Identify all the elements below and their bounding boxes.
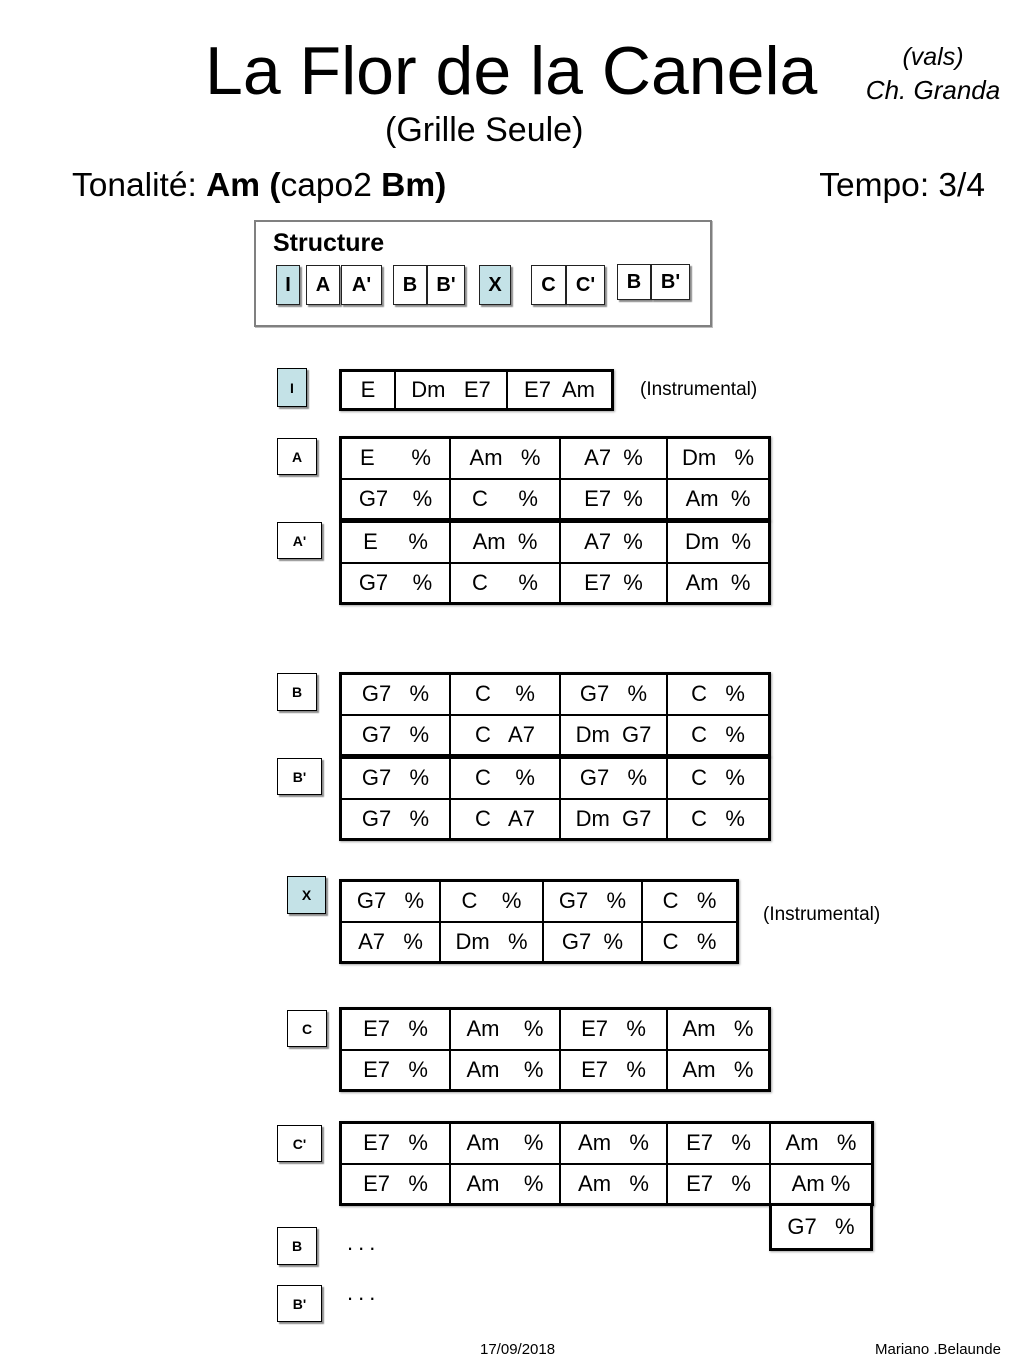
chord-cell: E7 % [342,1051,449,1090]
structure-item-b: B [393,265,427,305]
chord-cell: Am % [451,1010,559,1049]
chord-cell: Am % [451,1165,559,1204]
chord-cell: G7 % [342,800,449,839]
section-label-c: C [287,1010,327,1047]
b-prime-repeat-ellipsis: ... [347,1280,381,1305]
chord-cell: C % [643,923,736,962]
chord-cell: E7 % [561,480,666,519]
structure-item-a: A [306,265,340,305]
chord-grid-c [339,1007,771,1092]
chord-grid-c-prime-extra [769,1203,873,1251]
structure-item-b-repeat: B [617,264,651,300]
section-label-b-prime: B' [277,758,322,795]
chord-cell: Am % [668,480,768,519]
chord-cell: C % [451,759,559,798]
intro-note: (Instrumental) [640,379,758,400]
key-label: Tonalité: [72,167,207,204]
structure-item-c-prime: C' [566,265,605,305]
chord-cell: Dm % [668,439,768,478]
chord-grid-x [339,879,739,964]
chord-grid-a-prime [339,520,771,605]
chord-grid-intro [339,369,614,411]
chord-cell: C % [451,675,559,714]
chord-cell: Am % [668,564,768,603]
chord-cell: C % [643,882,736,921]
structure-item-a-prime: A' [341,265,382,305]
chord-grid-b [339,672,771,757]
section-label-b-repeat: B [277,1227,317,1265]
chord-cell: E [342,372,394,408]
x-note: (Instrumental) [763,904,881,925]
section-label-a: A [277,438,317,475]
chord-cell: Am % [451,523,559,562]
chord-cell: C A7 [451,800,559,839]
chord-cell: A7 % [561,439,666,478]
chord-cell: Dm E7 [396,372,506,408]
chord-cell: C % [668,675,768,714]
chord-cell: C A7 [451,716,559,755]
chord-grid-b-prime [339,756,771,841]
section-label-x: X [287,876,326,914]
chord-cell: G7 % [342,716,449,755]
chord-cell: E7 % [342,1165,449,1204]
structure-box [254,220,712,327]
chord-cell: Am % [451,1051,559,1090]
structure-item-b-prime: B' [427,265,465,305]
section-label-intro: I [277,368,307,407]
footer-author: Mariano .Belaunde [875,1341,1001,1358]
chord-cell: Dm G7 [561,800,666,839]
structure-item-c: C [531,265,566,305]
chord-cell: E7 % [668,1165,769,1204]
structure-item-b-prime-repeat: B' [651,264,690,300]
chord-grid-a [339,436,771,521]
chord-cell: E7 % [561,564,666,603]
chord-cell: A7 % [561,523,666,562]
chord-cell: G7 % [561,675,666,714]
chord-cell: Am % [771,1124,871,1163]
chord-cell: E7 % [342,1124,449,1163]
chord-cell: E7 % [668,1124,769,1163]
chord-cell: Am % [771,1165,871,1204]
chord-cell: E % [342,439,449,478]
chord-cell: E7 % [342,1010,449,1049]
chord-cell: G7 % [342,675,449,714]
song-composer: Ch. Granda [865,75,1001,105]
structure-item-intro: I [276,265,300,305]
capo-label: capo2 [280,167,382,204]
section-label-b: B [277,673,317,711]
chord-cell: E7 % [561,1010,666,1049]
chord-cell: E7 Am [508,372,611,408]
chord-cell: G7 % [342,480,449,519]
chord-cell: A7 % [342,923,439,962]
chord-cell: Am % [451,1124,559,1163]
chord-grid-c-prime [339,1121,874,1206]
structure-title: Structure [273,229,385,257]
section-label-a-prime: A' [277,522,322,559]
chord-cell: E % [342,523,449,562]
tempo: Tempo: 3/4 [819,167,985,204]
chord-cell: G7 % [342,759,449,798]
chart-subtitle: (Grille Seule) [385,111,584,149]
structure-item-x: X [479,265,511,305]
chord-cell: C % [451,564,559,603]
chord-cell: G7 % [561,759,666,798]
chord-cell: Am % [668,1010,768,1049]
key-value: Am ( [206,167,281,204]
footer-date: 17/09/2018 [480,1341,556,1358]
chord-cell: G7 % [544,882,641,921]
chord-cell: Am % [561,1165,666,1204]
chord-cell: G7 % [544,923,641,962]
chord-cell: C % [668,800,768,839]
chord-cell: C % [441,882,542,921]
section-label-b-prime-repeat: B' [277,1285,322,1322]
section-label-c-prime: C' [277,1125,322,1162]
chord-cell: Am % [451,439,559,478]
song-title: La Flor de la Canela [205,33,818,109]
chord-cell: C % [668,759,768,798]
chord-cell: C % [451,480,559,519]
chord-cell: E7 % [561,1051,666,1090]
song-style: (vals) [902,43,964,71]
chord-cell: C % [668,716,768,755]
b-repeat-ellipsis: ... [347,1230,381,1255]
chord-cell: Am % [561,1124,666,1163]
chord-cell: Dm % [441,923,542,962]
chord-cell: Dm G7 [561,716,666,755]
chord-cell: Dm % [668,523,768,562]
chord-cell: G7 % [342,564,449,603]
chord-cell: G7 % [342,882,439,921]
chord-cell: Am % [668,1051,768,1090]
capo-key-value: Bm) [381,167,447,204]
chord-cell: G7 % [772,1206,870,1248]
key-line [72,169,446,203]
